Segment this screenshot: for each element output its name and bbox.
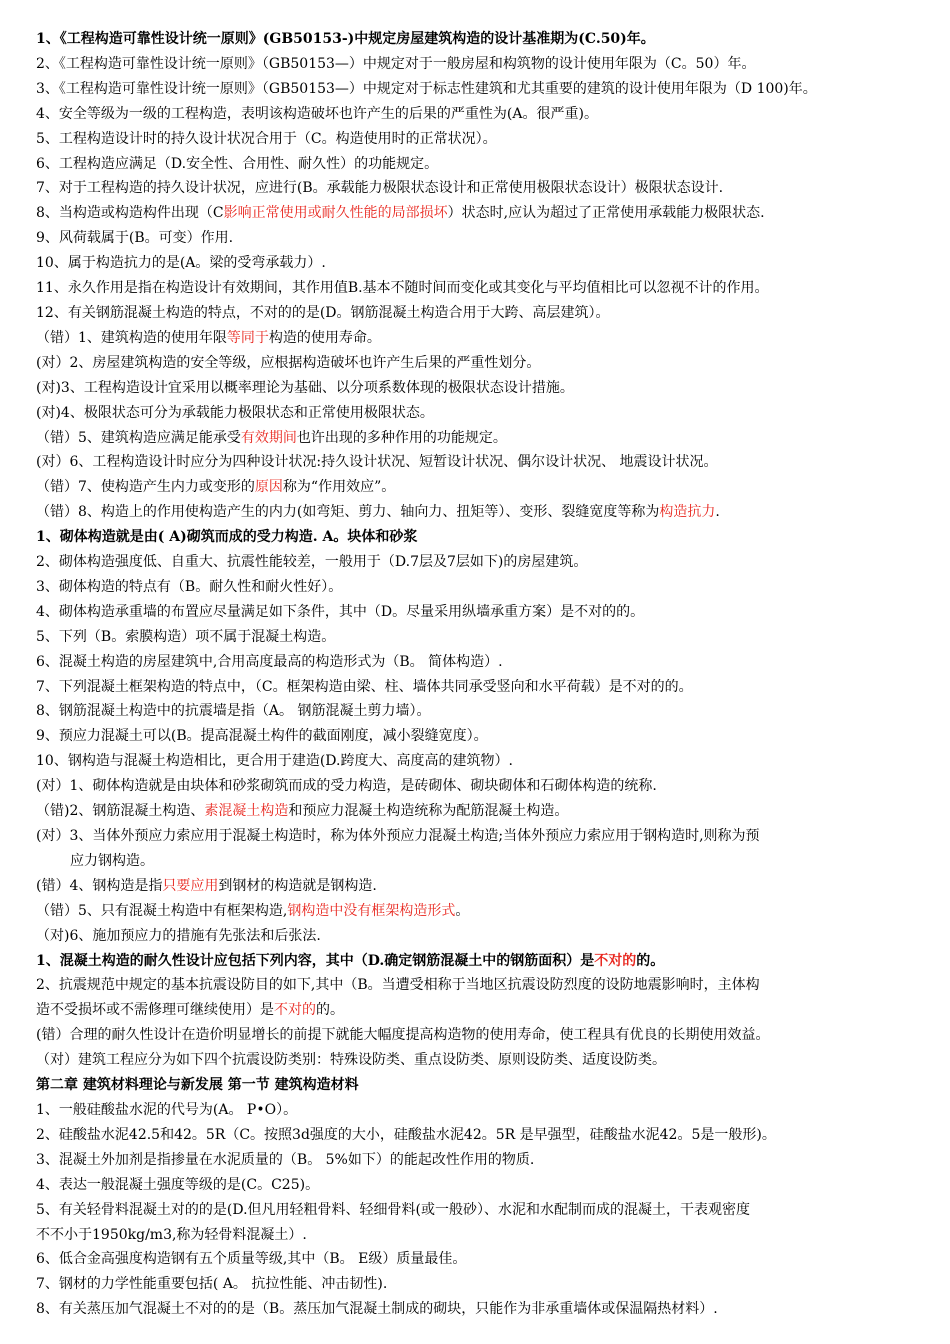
text-line	[36, 749, 926, 774]
text-line	[36, 52, 926, 77]
line-text: 不不小于1950kg/m3,称为轻骨料混凝土）.	[36, 1226, 307, 1243]
text-line	[36, 152, 926, 177]
line-text: 6、工程构造应满足（D.安全性、合用性、耐久性）的功能规定。	[36, 155, 439, 172]
line-text: (对）2、房屋建筑构造的安全等级，应根据构造破坏也许产生后果的严重性划分。	[36, 354, 541, 371]
line-text: (错）4、钢构造是指	[36, 877, 163, 894]
line-text: 5、有关轻骨料混凝土对的的是(D.但凡用轻粗骨料、轻细骨料(或一般砂）、水泥和水配制而成的混凝土，干表观密度	[36, 1201, 751, 1218]
highlighted-phrase: 影响正常使用或耐久性能的局部损坏	[223, 205, 448, 222]
line-text: 10、钢构造与混凝土构造相比，更合用于建造(D.跨度大、高度高的建筑物）.	[36, 753, 513, 770]
highlighted-phrase: 只要应用	[162, 877, 219, 894]
text-line	[36, 1173, 926, 1198]
line-text: 的。	[636, 952, 665, 969]
text-line	[36, 774, 926, 799]
text-line	[36, 675, 926, 700]
line-text: 9、预应力混凝土可以(B。提高混凝土构件的截面刚度，减小裂缝宽度）。	[36, 728, 488, 745]
line-text: 7、钢材的力学性能重要包括( A。 抗拉性能、冲击韧性).	[36, 1276, 388, 1293]
text-line	[36, 1272, 926, 1297]
line-text: .	[715, 504, 720, 521]
text-line	[36, 450, 926, 475]
highlighted-phrase: 不对的	[274, 1002, 316, 1019]
line-text: （错）5、只有混凝土构造中有框架构造,	[36, 902, 288, 919]
text-line	[36, 625, 926, 650]
line-text: （错）1、建筑构造的使用年限	[36, 329, 227, 346]
line-text: （错）5、建筑构造应满足能承受	[36, 429, 241, 446]
text-line	[36, 998, 926, 1023]
text-line	[36, 251, 926, 276]
line-text: 3、混凝土外加剂是指掺量在水泥质量的（B。 5%如下）的能起改性作用的物质.	[36, 1151, 535, 1168]
text-line	[36, 1048, 926, 1073]
text-line	[36, 824, 926, 849]
text-line	[36, 874, 926, 899]
line-text: 2、抗震规范中规定的基本抗震设防目的如下,其中（B。当遭受相称于当地区抗震设防烈度的设防地震影响时，主体构	[36, 977, 760, 994]
text-line	[36, 1123, 926, 1148]
line-text: (对)3、工程构造设计宜采用以概率理论为基础、以分项系数体现的极限状态设计措施。	[36, 379, 574, 396]
line-text: 构造的使用寿命。	[268, 329, 381, 346]
line-text: (对）1、砌体构造就是由块体和砂浆砌筑而成的受力构造，是砖砌体、砌块砌体和石砌体构造的统称.	[36, 778, 657, 795]
line-text: 到钢材的构造就是钢构造.	[218, 877, 377, 894]
line-text: 1、一般硅酸盐水泥的代号为(A。 P•O）。	[36, 1101, 298, 1118]
text-line	[36, 326, 926, 351]
line-text: （错)2、钢筋混凝土构造、	[36, 803, 205, 820]
text-line	[36, 525, 926, 550]
line-text: (对）3、当体外预应力索应用于混凝土构造时，称为体外预应力混凝土构造;当体外预应力索应用于钢构造时,则称为预	[36, 828, 760, 844]
line-text: 4、表达一般混凝土强度等级的是(C。C25)。	[36, 1176, 320, 1193]
text-line	[36, 550, 926, 575]
line-text: 8、当构造或构造构件出现（C	[36, 205, 224, 222]
text-line	[36, 376, 926, 401]
text-line	[36, 500, 926, 525]
text-line	[36, 475, 926, 500]
line-text: 4、安全等级为一级的工程构造，表明该构造破坏也许产生的后果的严重性为(A。很严重)。	[36, 105, 598, 122]
text-line	[36, 226, 926, 251]
line-text: 3、砌体构造的特点有（B。耐久性和耐火性好）。	[36, 578, 343, 595]
line-text: 和预应力混凝土构造统称为配筋混凝土构造。	[288, 803, 569, 820]
line-text: (对）6、工程构造设计时应分为四种设计状况:持久设计状况、短暂设计状况、偶尔设计状况、 地震设计状况。	[36, 454, 718, 471]
text-line	[36, 276, 926, 301]
line-text: 的。	[316, 1002, 344, 1019]
text-line	[36, 27, 926, 52]
line-text: （错）8、构造上的作用使构造产生的内力(如弯矩、剪力、轴向力、扭矩等）、变形、裂缝宽度等称为	[36, 504, 660, 521]
text-line	[36, 176, 926, 201]
line-text: (错）合理的耐久性设计在造价明显增长的前提下就能大幅度提高构造物的使用寿命，使工程具有优良的长期使用效益。	[36, 1027, 770, 1044]
line-text: 6、混凝土构造的房屋建筑中,合用高度最高的构造形式为（B。 简体构造）.	[36, 653, 503, 670]
line-text: 造不受损坏或不需修理可继续使用）是	[36, 1002, 274, 1019]
line-text: 6、低合金高强度构造钢有五个质量等级,其中（B。 E级）质量最佳。	[36, 1251, 467, 1268]
highlighted-phrase: 等同于	[226, 329, 269, 346]
line-text: （对)6、施加预应力的措施有先张法和后张法.	[36, 927, 321, 944]
line-text: 第二章 建筑材料理论与新发展 第一节 建筑构造材料	[36, 1077, 359, 1094]
text-line	[36, 724, 926, 749]
line-text: 3、《工程构造可靠性设计统一原则》（GB50153—）中规定对于标志性建筑和尤其重要的建筑的设计使用年限为（D 100)年。	[36, 80, 817, 97]
text-line	[36, 1098, 926, 1123]
line-text: 称为“作用效应”。	[282, 479, 396, 496]
text-line	[36, 401, 926, 426]
line-text: 8、有关蒸压加气混凝土不对的的是（B。蒸压加气混凝土制成的砌块，只能作为非承重墙体或保温隔热材料）.	[36, 1301, 718, 1318]
text-line	[36, 699, 926, 724]
line-text: （错）7、使构造产生内力或变形的	[36, 479, 255, 496]
line-text: 4、砌体构造承重墙的布置应尽量满足如下条件，其中（D。尽量采用纵墙承重方案）是不对的的。	[36, 603, 645, 620]
text-line	[36, 1073, 926, 1098]
text-line	[36, 102, 926, 127]
line-text: （对）建筑工程应分为如下四个抗震设防类别：特殊设防类、重点设防类、原则设防类、适度设防类。	[36, 1052, 666, 1069]
line-text: ）状态时,应认为超过了正常使用承载能力极限状态.	[447, 205, 765, 222]
text-line	[36, 1148, 926, 1173]
text-line	[36, 1297, 926, 1322]
line-text: 10、属于构造抗力的是(A。梁的受弯承载力）.	[36, 255, 326, 272]
line-text: 1、混凝土构造的耐久性设计应包括下列内容，其中（D.确定钢筋混凝土中的钢筋面积）是	[36, 952, 595, 969]
line-text: 5、下列（B。索膜构造）项不属于混凝土构造。	[36, 628, 336, 645]
line-text: 2、砌体构造强度低、自重大、抗震性能较差，一般用于（D.7层及7层如下)的房屋建筑。	[36, 554, 588, 571]
line-text: 。	[455, 902, 470, 919]
text-line	[36, 351, 926, 376]
highlighted-phrase: 不对的	[594, 952, 637, 969]
line-text: 2、《工程构造可靠性设计统一原则》（GB50153—）中规定对于一般房屋和构筑物的设计使用年限为（C。50）年。	[36, 55, 756, 72]
line-text: 7、下列混凝土框架构造的特点中，（C。框架构造由梁、柱、墙体共同承受竖向和水平荷载）是不对的的。	[36, 678, 693, 695]
line-text: 1、《工程构造可靠性设计统一原则》(GB50153-)中规定房屋建筑构造的设计基准期为(C.50)年。	[36, 31, 655, 47]
highlighted-phrase: 构造抗力	[659, 504, 716, 521]
highlighted-phrase: 原因	[254, 479, 283, 496]
line-text: 8、钢筋混凝土构造中的抗震墙是指（A。 钢筋混凝土剪力墙）。	[36, 703, 431, 720]
line-text: 9、风荷载属于(B。可变）作用.	[36, 230, 234, 247]
text-line	[36, 575, 926, 600]
line-text: 1、砌体构造就是由( A)砌筑而成的受力构造. A。块体和砂浆	[36, 529, 418, 546]
text-line	[36, 426, 926, 451]
text-line	[36, 924, 926, 949]
text-line	[36, 127, 926, 152]
text-line	[36, 301, 926, 326]
text-line	[36, 1198, 926, 1223]
line-text: 11、永久作用是指在构造设计有效期间，其作用值B.基本不随时间而变化或其变化与平均值相比可以忽视不计的作用。	[36, 280, 769, 297]
line-text: 7、对于工程构造的持久设计状况，应进行(B。承载能力极限状态设计和正常使用极限状态设计）极限状态设计.	[36, 180, 724, 197]
highlighted-phrase: 素混凝土构造	[204, 803, 289, 820]
text-line	[36, 650, 926, 675]
line-text: 应力钢构造。	[70, 852, 154, 869]
highlighted-phrase: 有效期间	[240, 429, 297, 446]
text-line	[36, 849, 926, 874]
text-line	[36, 799, 926, 824]
line-text: 12、有关钢筋混凝土构造的特点，不对的的是(D。钢筋混凝土构造合用于大跨、高层建筑）。	[36, 304, 610, 321]
line-text: 也许出现的多种作用的功能规定。	[296, 429, 507, 446]
text-line	[36, 1223, 926, 1248]
text-line	[36, 1023, 926, 1048]
text-line	[36, 973, 926, 998]
highlighted-phrase: 钢构造中没有框架构造形式	[287, 902, 456, 919]
text-line	[36, 949, 926, 974]
line-text: (对)4、极限状态可分为承载能力极限状态和正常使用极限状态。	[36, 404, 434, 421]
text-line	[36, 77, 926, 102]
text-line	[36, 899, 926, 924]
text-line	[36, 1247, 926, 1272]
line-text: 2、硅酸盐水泥42.5和42。5R（C。按照3d强度的大小，硅酸盐水泥42。5R 是早强型，硅酸盐水泥42。5是一般形)。	[36, 1126, 776, 1143]
text-line	[36, 600, 926, 625]
text-line	[36, 201, 926, 226]
line-text: 5、工程构造设计时的持久设计状况合用于（C。构造使用时的正常状况）。	[36, 130, 497, 147]
